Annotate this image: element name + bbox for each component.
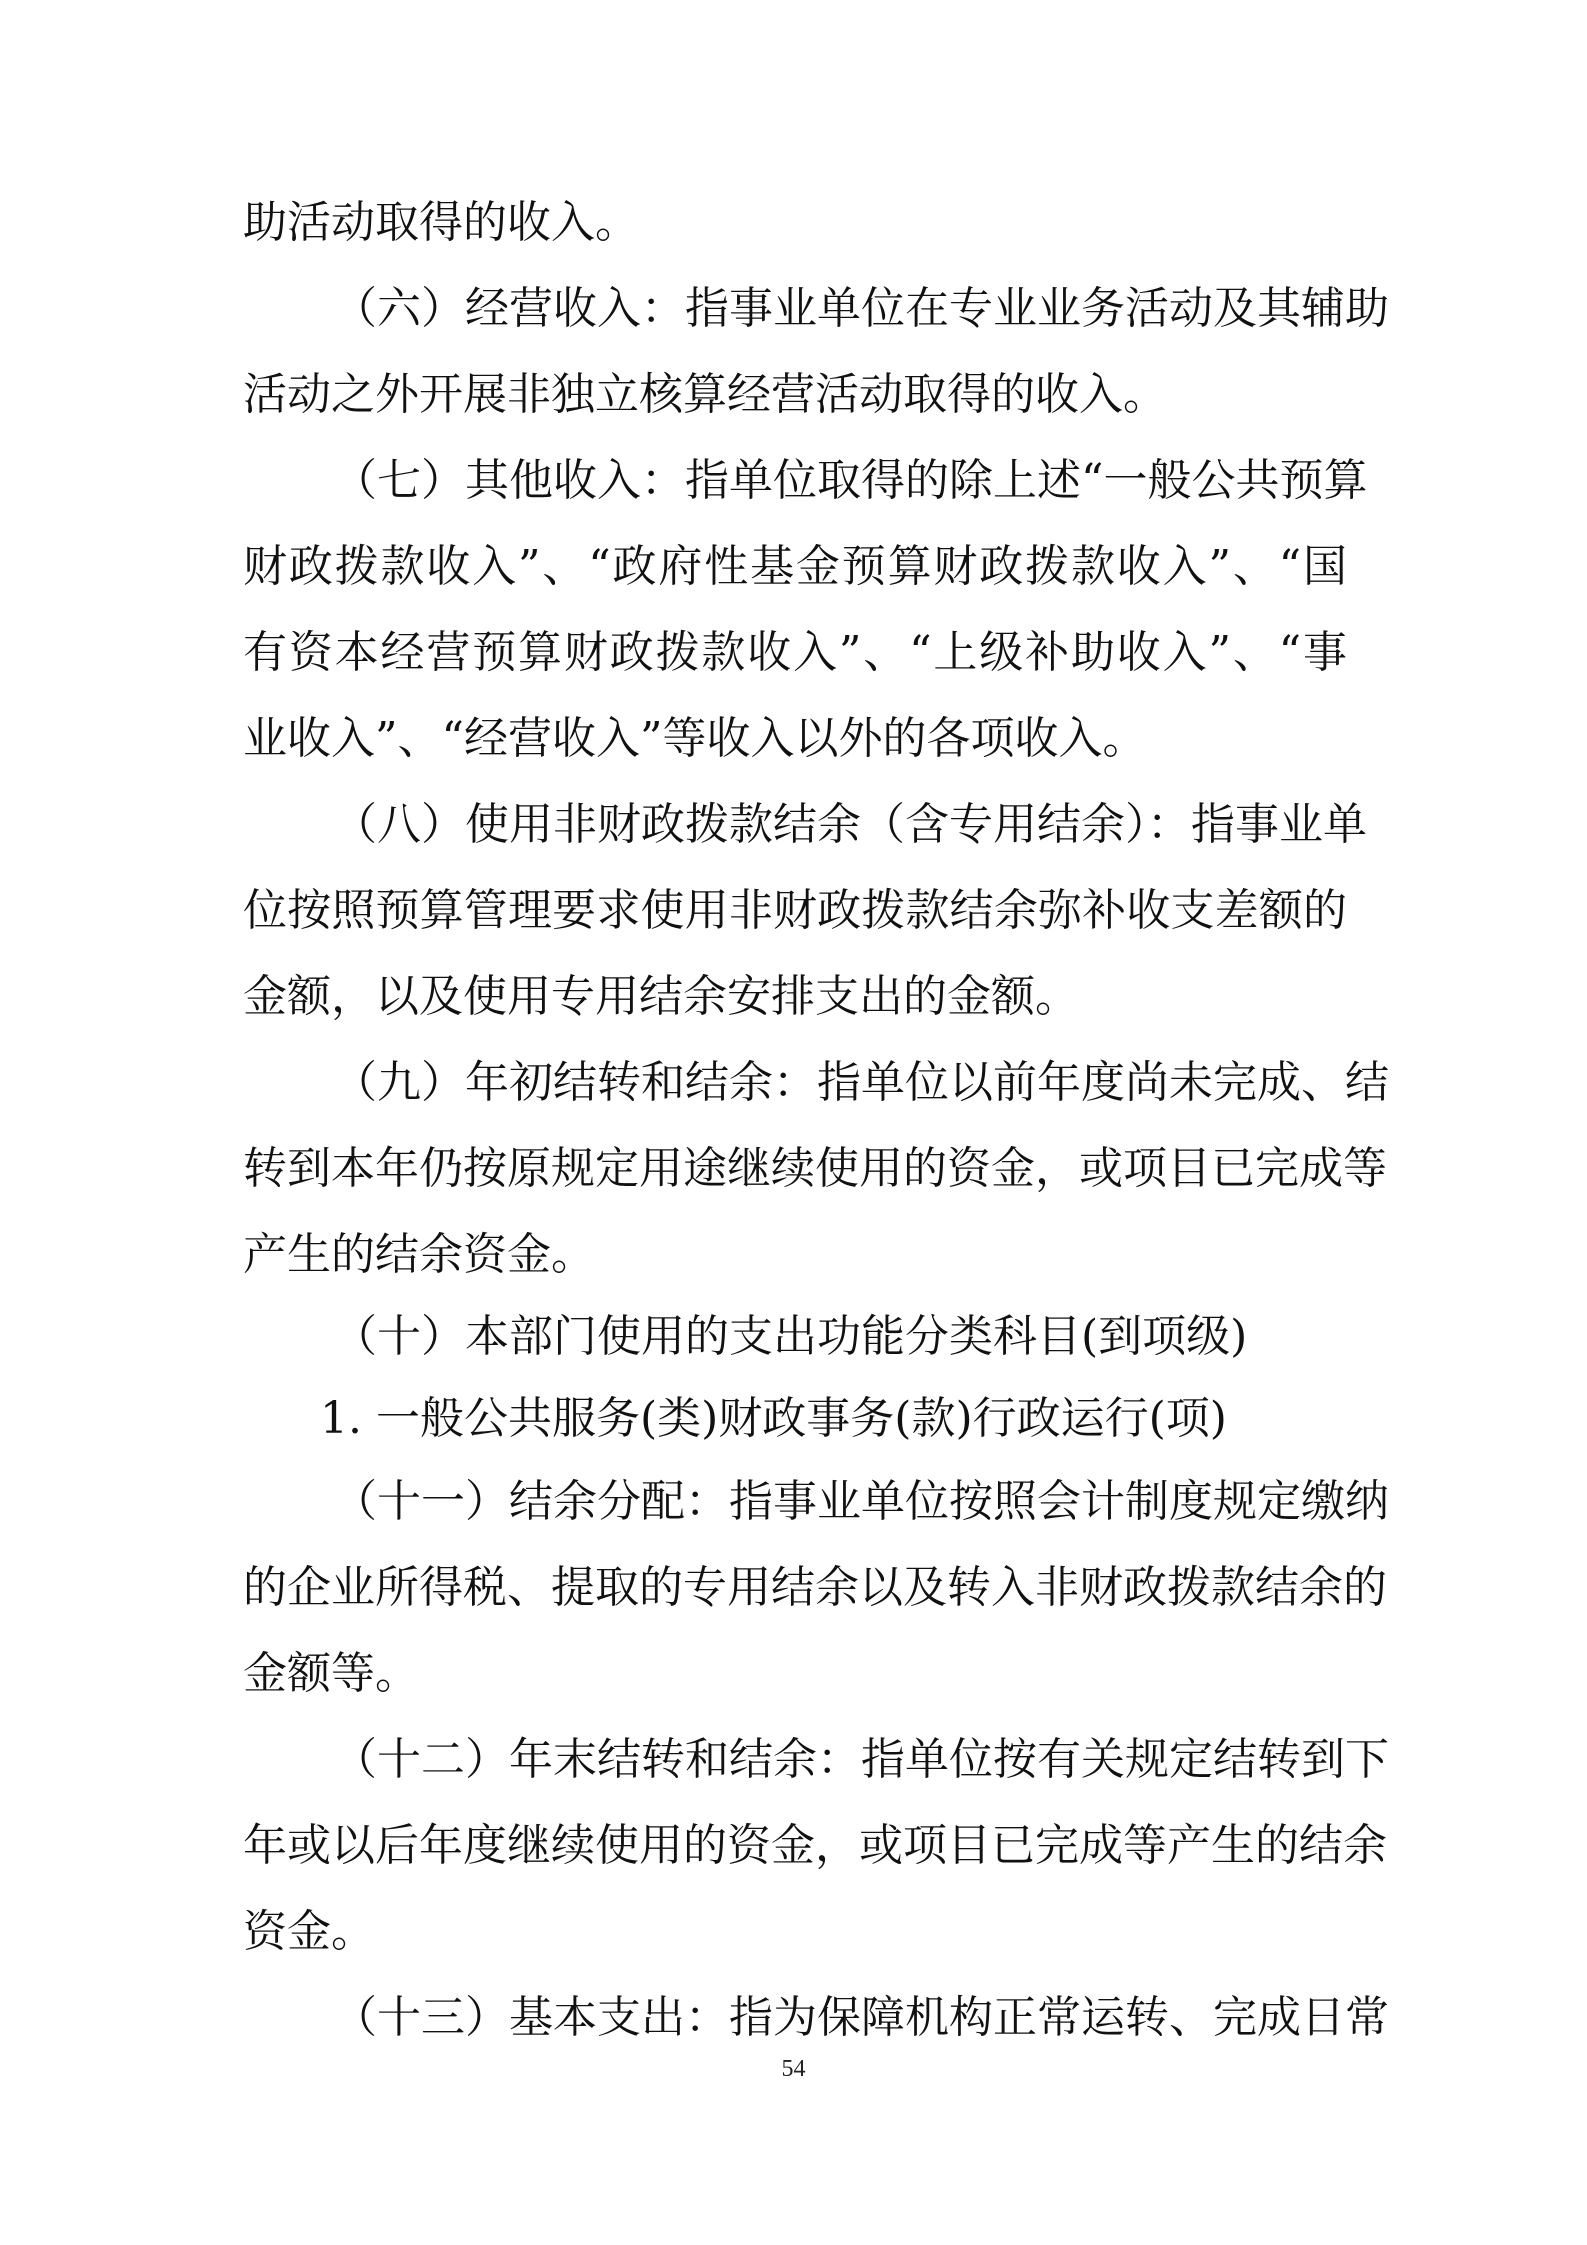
text-line: 年或以后年度继续使用的资金，或项目已完成等产生的结余 [243, 1820, 1387, 1871]
text-line: 位按照预算管理要求使用非财政拨款结余弥补收支差额的 [243, 885, 1347, 936]
text-line: 1. 一般公共服务(类)财政事务(款)行政运行(项) [320, 1393, 1227, 1444]
text-line: 有资本经营预算财政拨款收入”、“上级补助收入”、“事 [243, 627, 1347, 678]
text-line: 的企业所得税、提取的专用结余以及转入非财政拨款结余的 [243, 1562, 1387, 1613]
page-number: 54 [781, 2056, 806, 2082]
text-line: 助活动取得的收入。 [243, 197, 639, 248]
text-line: 金额等。 [243, 1648, 419, 1699]
text-line: （六）经营收入：指事业单位在专业业务活动及其辅助 [333, 283, 1389, 334]
text-line: （十二）年末结转和结余：指单位按有关规定结转到下 [333, 1734, 1389, 1785]
text-line: 业收入”、“经营收入”等收入以外的各项收入。 [243, 713, 1147, 764]
text-line: 活动之外开展非独立核算经营活动取得的收入。 [243, 369, 1167, 420]
text-line: 转到本年仍按原规定用途继续使用的资金，或项目已完成等 [243, 1143, 1387, 1194]
text-line: （九）年初结转和结余：指单位以前年度尚未完成、结 [333, 1057, 1389, 1108]
text-line: （十一）结余分配：指事业单位按照会计制度规定缴纳 [333, 1476, 1389, 1527]
text-line: 资金。 [243, 1906, 375, 1957]
text-line: （十）本部门使用的支出功能分类科目(到项级) [333, 1311, 1248, 1362]
text-line: 财政拨款收入”、“政府性基金预算财政拨款收入”、“国 [243, 541, 1347, 592]
text-line: （八）使用非财政拨款结余（含专用结余）：指事业单 [333, 799, 1367, 850]
text-line: 产生的结余资金。 [243, 1229, 595, 1280]
text-line: （十三）基本支出：指为保障机构正常运转、完成日常 [333, 1992, 1389, 2043]
text-line: （七）其他收入：指单位取得的除上述“一般公共预算 [333, 455, 1368, 506]
text-line: 金额，以及使用专用结余安排支出的金额。 [243, 971, 1079, 1022]
